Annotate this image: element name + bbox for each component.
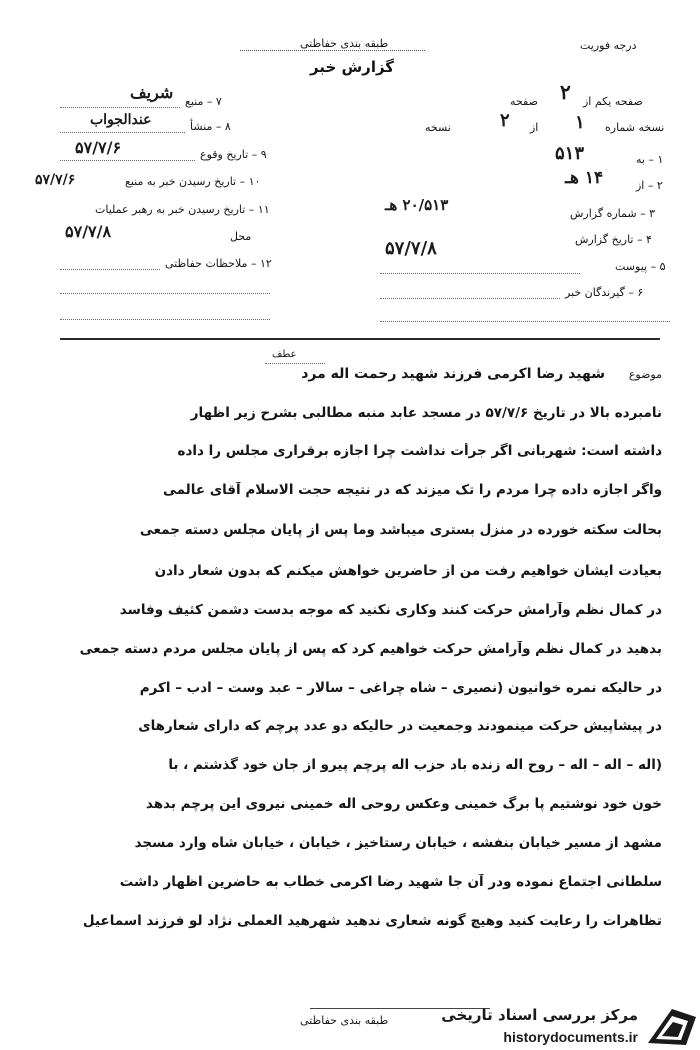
copy-of-value: ۲	[500, 110, 510, 131]
field-to-value: ۵۱۳	[555, 143, 585, 164]
body-line: (اله – اله – اله – روح اله زنده باد حزب اله پرچم پیرو از جان خود گذشتم ، با	[168, 757, 662, 773]
body-line: در حالیکه نمره خوانیون (نصیری – شاه چراغی – سالار – عبد وست – ادب – اکرم	[139, 680, 662, 696]
field-occurrence-date-value: ۵۷/۷/۶	[75, 138, 122, 157]
field-recipients-line	[380, 297, 560, 299]
field-recipients-label: ۶ – گیرندگان خبر	[565, 286, 644, 299]
body-line: سلطانی اجتماع نموده ودر آن جا شهید رضا اکرمی خطاب به حاضرین اظهار داشت	[119, 874, 662, 890]
page-first-of-label: صفحه یکم از	[583, 95, 643, 108]
body-line: داشته است: شهربانی اگر جرأت نداشت چرا اجازه برقراری مجلس را داده	[177, 443, 662, 459]
field-report-date-label: ۴ – تاریخ گزارش	[575, 233, 652, 246]
field-from-value: ۱۴ هـ	[565, 168, 604, 188]
field-place-value: ۵۷/۷/۸	[65, 222, 112, 241]
field-report-number-label: ۳ – شماره گزارش	[570, 207, 656, 220]
subject-label: موضوع	[628, 368, 662, 381]
copy-number-value: ۱	[575, 112, 585, 133]
field-source-receipt-label: ۱۰ – تاریخ رسیدن خبر به منبع	[125, 175, 261, 188]
body-line: تظاهرات را رعایت کنید وهیچ گونه شعاری ندهید شهرهید العملی نژاد لو فرزند اسماعیل	[82, 913, 662, 929]
field-security-notes-line	[60, 268, 160, 270]
field-occurrence-date-line	[60, 159, 195, 161]
field-origin-label: ۸ – منشأ	[190, 120, 231, 133]
field-attachment-line	[380, 272, 580, 274]
reference-note: عطف	[272, 349, 297, 360]
header-divider	[240, 50, 425, 51]
page-label: صفحه	[510, 95, 538, 108]
field-source-line	[60, 106, 180, 108]
body-line: مشهد از مسیر خیابان بنفشه ، خیابان رستاخیز ، خیابان ، خیابان شاه وارد مسجد	[134, 835, 662, 851]
body-line: واگر اجازه داده چرا مردم را تک میزند که در نتیجه حجت الاسلام آقای عالمی	[162, 482, 662, 498]
section-divider	[60, 338, 660, 340]
field-from-label: ۲ – از	[636, 179, 663, 192]
field-source-value: شريف	[130, 83, 174, 102]
body-line: بحالت سکته خورده در منزل بستری میباشد وما پس از پایان مجلس دسته جمعی	[139, 522, 662, 538]
field-place-label: محل	[230, 230, 252, 243]
subject-value: شهید رضا اکرمی فرزند شهید رحمت اله مرد	[301, 366, 605, 382]
body-line: بدهید در کمال نظم وآرامش حرکت خواهیم کرد که پس از پایان مجلس مردم دسته جمعی	[79, 641, 662, 657]
notes-line-3	[60, 318, 270, 320]
field-report-date-value: ۵۷/۷/۸	[385, 238, 437, 259]
footer-classification-label: طبقه بندی حفاظتی	[300, 1014, 389, 1027]
page-count-value: ۲	[560, 80, 571, 104]
notes-line-2	[60, 292, 270, 294]
copy-label: نسخه	[425, 121, 451, 134]
body-line: بعیادت ایشان خواهیم رفت من از حاضرین خواهش میکنم که بدون شعار دادن	[154, 563, 662, 579]
body-line: در پیشاپیش حرکت مینمودند وجمعیت در حالیکه دو عدد پرچم که دارای شعارهای	[138, 718, 662, 734]
watermark-persian-text: مرکز بررسی اسناد تاریخی	[441, 1006, 638, 1024]
urgency-label: درجه فوریت	[580, 39, 637, 52]
copy-number-label: نسخه شماره	[605, 121, 665, 134]
field-source-receipt-value: ۵۷/۷/۶	[35, 172, 76, 188]
field-origin-value: عندالجواب	[90, 112, 152, 128]
watermark-url-text: historydocuments.ir	[503, 1029, 638, 1045]
reference-line	[265, 362, 325, 364]
report-title: گزارش خبر	[310, 58, 395, 76]
archive-logo-icon	[642, 1003, 700, 1050]
field-ops-receipt-label: ۱۱ – تاریخ رسیدن خبر به رهبر عملیات	[95, 203, 270, 216]
field-source-label: ۷ – منبع	[185, 95, 222, 108]
field-to-label: ۱ – به	[636, 153, 664, 166]
recipients-line-2	[380, 320, 670, 322]
field-origin-line	[60, 131, 185, 133]
body-line: نامبرده بالا در تاریخ ۵۷/۷/۶ در مسجد عابد منبه مطالبی بشرح زیر اظهار	[190, 405, 662, 421]
classification-label: طبقه بندی حفاظتی	[300, 37, 389, 50]
body-line: در کمال نظم وآرامش حرکت کنند وکاری نکنید که موجه بدست دشمن کثیف وفاسد	[119, 602, 662, 618]
field-report-number-value: ۲۰/۵۱۳ هـ	[385, 196, 449, 214]
field-attachment-label: ۵ – پیوست	[615, 260, 666, 273]
field-occurrence-date-label: ۹ – تاریخ وقوع	[200, 148, 267, 161]
field-security-notes-label: ۱۲ – ملاحظات حفاظتی	[165, 257, 272, 270]
copy-of-label: از	[530, 121, 539, 134]
archive-watermark	[430, 1003, 700, 1050]
body-line: خون خود نوشتیم پا برگ خمینی وعکس روحی اله خمینی نیروی این پرچم بدهد	[145, 796, 662, 812]
